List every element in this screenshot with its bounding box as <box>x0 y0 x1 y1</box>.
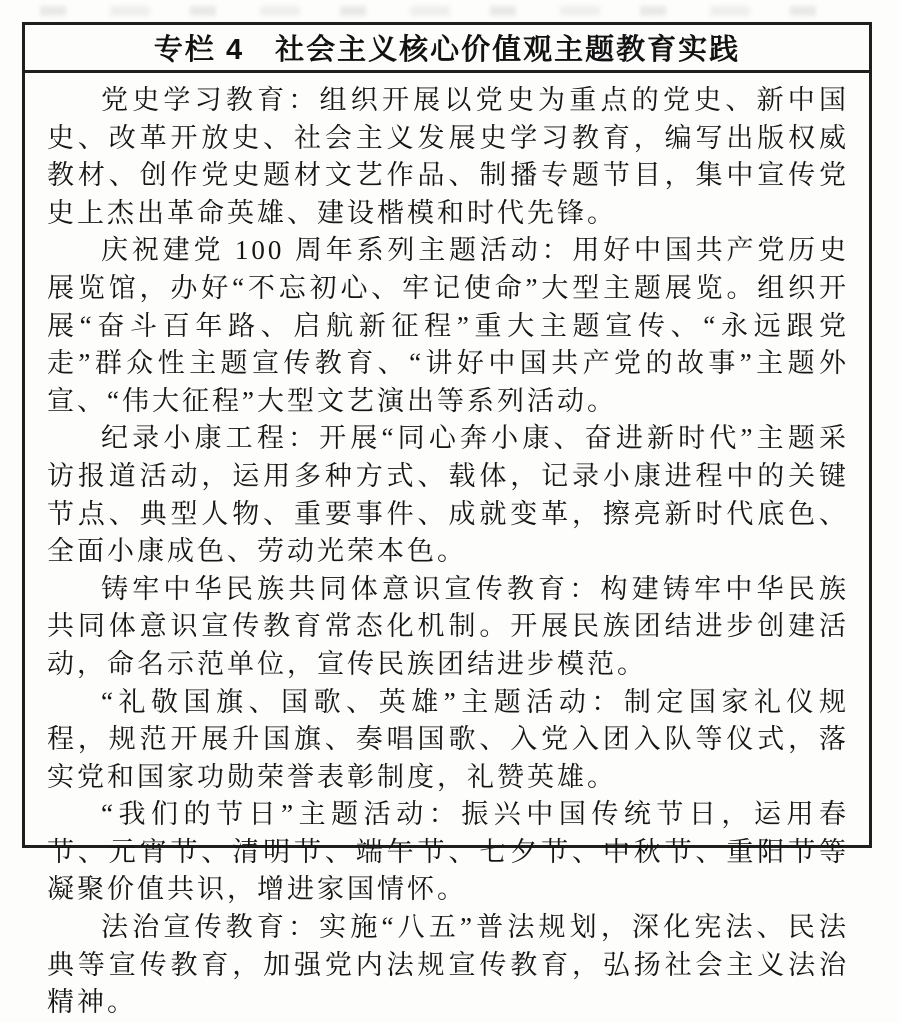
scan-artifact <box>40 6 860 16</box>
paragraph-party-history-education: 党史学习教育：组织开展以党史为重点的党史、新中国史、改革开放史、社会主义发展史学习教育，编写出版权威教材、创作党史题材文艺作品、制播专题节目，集中宣传党史上杰出革命英雄、建设楷模和时代先锋。 <box>47 85 849 228</box>
page-title: 专栏 4 社会主义核心价值观主题教育实践 <box>153 34 741 66</box>
box-title <box>25 25 869 73</box>
paragraph-law-publicity-education: 法治宣传教育：实施“八五”普法规划，深化宪法、民法典等宣传教育，加强党内法规宣传教育，弘扬社会主义法治精神。 <box>47 912 849 1018</box>
paragraph-national-community-awareness: 铸牢中华民族共同体意识宣传教育：构建铸牢中华民族共同体意识宣传教育常态化机制。开展民族团结进步创建活动，命名示范单位，宣传民族团结进步模范。 <box>47 573 849 679</box>
paragraph-our-festivals: “我们的节日”主题活动：振兴中国传统节日，运用春节、元宵节、清明节、端午节、七夕节、中秋节、重阳节等凝聚价值共识，增进家国情怀。 <box>47 799 849 905</box>
paragraph-100th-anniversary-activities: 庆祝建党 100 周年系列主题活动：用好中国共产党历史展览馆，办好“不忘初心、牢记使命”大型主题展览。组织开展“奋斗百年路、启航新征程”重大主题宣传、“永远跟党走”群众性主题宣传教育、“讲好中国共产党的故事”主题外宣、“伟大征程”大型文艺演出等系列活动。 <box>47 235 849 416</box>
column-box <box>22 22 872 1018</box>
paragraph-respect-flag-anthem-heroes: “礼敬国旗、国歌、英雄”主题活动：制定国家礼仪规程，规范开展升国旗、奏唱国歌、入党入团入队等仪式，落实党和国家功勋荣誉表彰制度，礼赞英雄。 <box>47 686 849 792</box>
box-body <box>25 73 869 1022</box>
paragraph-xiaokang-documentary-project: 纪录小康工程：开展“同心奔小康、奋进新时代”主题采访报道活动，运用多种方式、载体，记录小康进程中的关键节点、典型人物、重要事件、成就变革，擦亮新时代底色、全面小康成色、劳动光荣本色。 <box>47 423 849 567</box>
